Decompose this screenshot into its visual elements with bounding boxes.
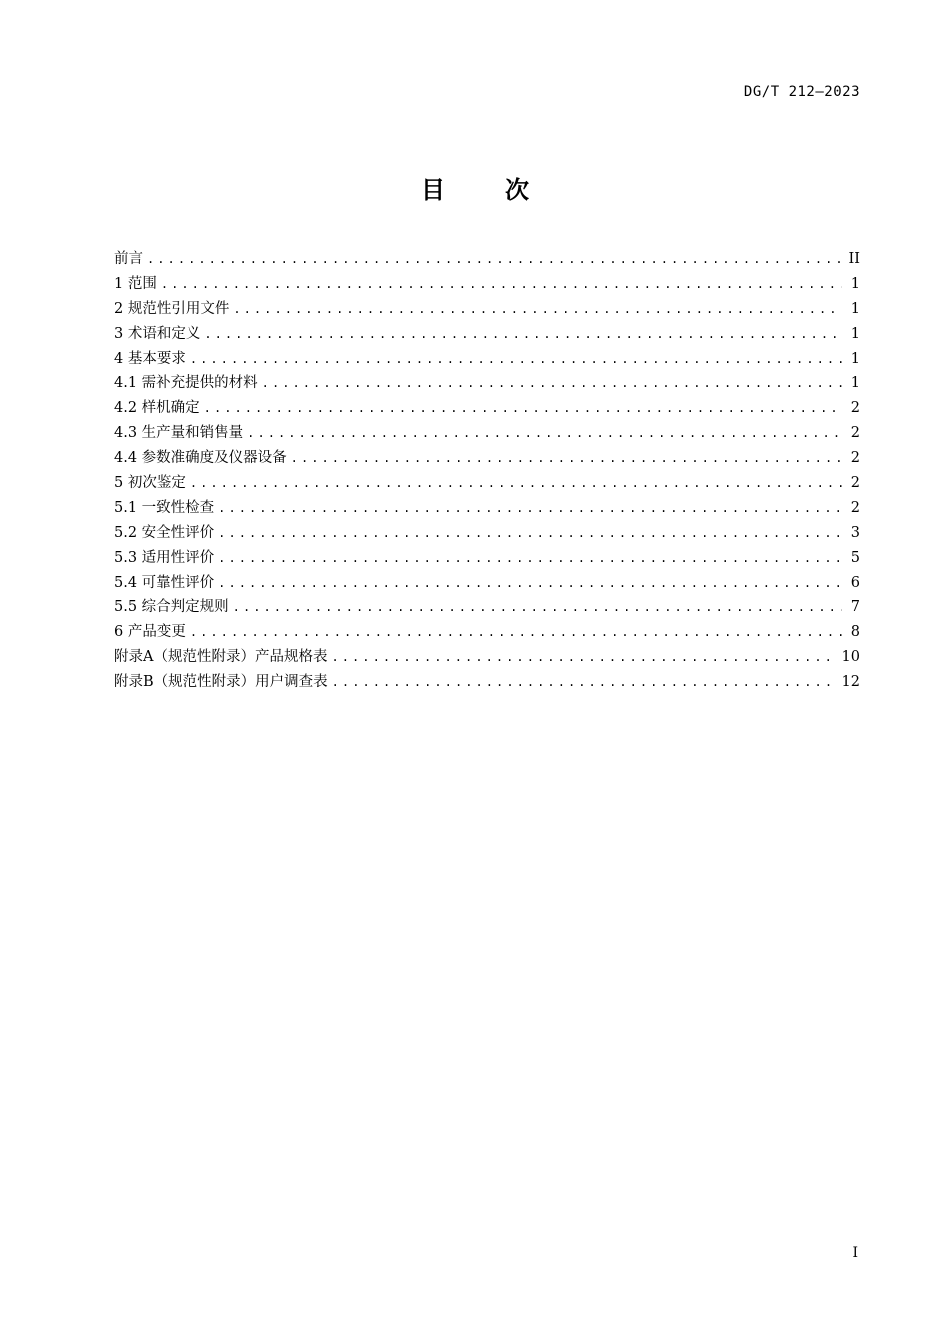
- toc-dot-leader: [204, 322, 842, 347]
- table-of-contents: [114, 247, 860, 695]
- toc-entry-page: 1: [850, 375, 860, 392]
- toc-entry-page: 12: [841, 674, 860, 691]
- toc-dot-leader: [291, 446, 842, 471]
- toc-entry-4-4[interactable]: [114, 446, 860, 471]
- toc-dot-leader: [262, 371, 842, 396]
- toc-entry-label: 4.4 参数准确度及仪器设备: [114, 450, 287, 467]
- toc-dot-leader: [190, 620, 842, 645]
- toc-entry-5-3[interactable]: [114, 546, 860, 571]
- toc-entry-label: 附录B（规范性附录）用户调查表: [114, 674, 328, 691]
- toc-entry-label: 4.3 生产量和销售量: [114, 425, 244, 442]
- toc-entry-label: 4.2 样机确定: [114, 400, 200, 417]
- toc-entry-4-3[interactable]: [114, 421, 860, 446]
- toc-entry-2[interactable]: [114, 297, 860, 322]
- toc-entry-label: 4.1 需补充提供的材料: [114, 375, 258, 392]
- toc-dot-leader: [190, 471, 842, 496]
- toc-entry-label: 4 基本要求: [114, 350, 186, 367]
- toc-dot-leader: [218, 521, 842, 546]
- toc-entry-page: 2: [850, 499, 860, 516]
- toc-entry-label: 6 产品变更: [114, 624, 186, 641]
- toc-dot-leader: [190, 347, 842, 372]
- toc-entry-page: 1: [850, 350, 860, 367]
- toc-entry-page: 5: [850, 549, 860, 566]
- toc-entry-appendix-b[interactable]: [114, 670, 860, 695]
- page-number: I: [852, 1245, 858, 1261]
- toc-entry-5-1[interactable]: [114, 496, 860, 521]
- toc-entry-label: 前言: [114, 251, 143, 267]
- toc-entry-page: II: [848, 251, 860, 267]
- toc-entry-label: 2 规范性引用文件: [114, 300, 230, 317]
- toc-dot-leader: [332, 670, 836, 695]
- toc-entry-page: 1: [850, 275, 860, 292]
- toc-entry-1[interactable]: [114, 272, 860, 297]
- toc-entry-4[interactable]: [114, 347, 860, 372]
- page-title-char-1: 目: [421, 176, 445, 204]
- toc-entry-page: 2: [850, 425, 860, 442]
- toc-dot-leader: [331, 645, 835, 670]
- toc-entry-label: 5.5 综合判定规则: [114, 599, 229, 616]
- toc-dot-leader: [218, 571, 842, 596]
- toc-entry-label: 5 初次鉴定: [114, 475, 186, 492]
- toc-entry-label: 5.4 可靠性评价: [114, 574, 215, 591]
- toc-dot-leader: [233, 297, 842, 322]
- toc-dot-leader: [218, 496, 842, 521]
- page-title: [0, 170, 950, 205]
- toc-entry-page: 2: [850, 450, 860, 467]
- toc-entry-page: 10: [841, 649, 860, 666]
- toc-dot-leader: [161, 272, 842, 297]
- toc-entry-page: 2: [850, 400, 860, 417]
- page-title-char-2: 次: [505, 176, 529, 204]
- toc-entry-5[interactable]: [114, 471, 860, 496]
- toc-entry-page: 8: [850, 624, 860, 641]
- toc-entry-6[interactable]: [114, 620, 860, 645]
- toc-dot-leader: [247, 421, 842, 446]
- document-code: DG/T 212—2023: [743, 84, 860, 100]
- toc-entry-page: 6: [850, 574, 860, 591]
- toc-entry-3[interactable]: [114, 322, 860, 347]
- toc-entry-4-1[interactable]: [114, 371, 860, 396]
- toc-dot-leader: [218, 546, 842, 571]
- toc-entry-page: 3: [850, 524, 860, 541]
- toc-entry-page: 2: [850, 475, 860, 492]
- toc-entry-page: 7: [850, 599, 860, 616]
- toc-dot-leader: [233, 595, 842, 620]
- toc-entry-5-2[interactable]: [114, 521, 860, 546]
- toc-entry-label: 5.3 适用性评价: [114, 549, 215, 566]
- toc-entry-label: 5.2 安全性评价: [114, 524, 215, 541]
- toc-entry-5-4[interactable]: [114, 571, 860, 596]
- toc-entry-appendix-a[interactable]: [114, 645, 860, 670]
- toc-entry-label: 附录A（规范性附录）产品规格表: [114, 649, 328, 666]
- toc-entry-page: 1: [850, 325, 860, 342]
- toc-entry-label: 1 范围: [114, 275, 157, 292]
- toc-entry-label: 5.1 一致性检查: [114, 499, 215, 516]
- toc-entry-page: 1: [850, 300, 860, 317]
- toc-dot-leader: [204, 396, 842, 421]
- toc-entry-4-2[interactable]: [114, 396, 860, 421]
- toc-entry-preface[interactable]: [114, 247, 860, 272]
- toc-dot-leader: [147, 247, 842, 272]
- toc-entry-label: 3 术语和定义: [114, 325, 201, 342]
- toc-entry-5-5[interactable]: [114, 595, 860, 620]
